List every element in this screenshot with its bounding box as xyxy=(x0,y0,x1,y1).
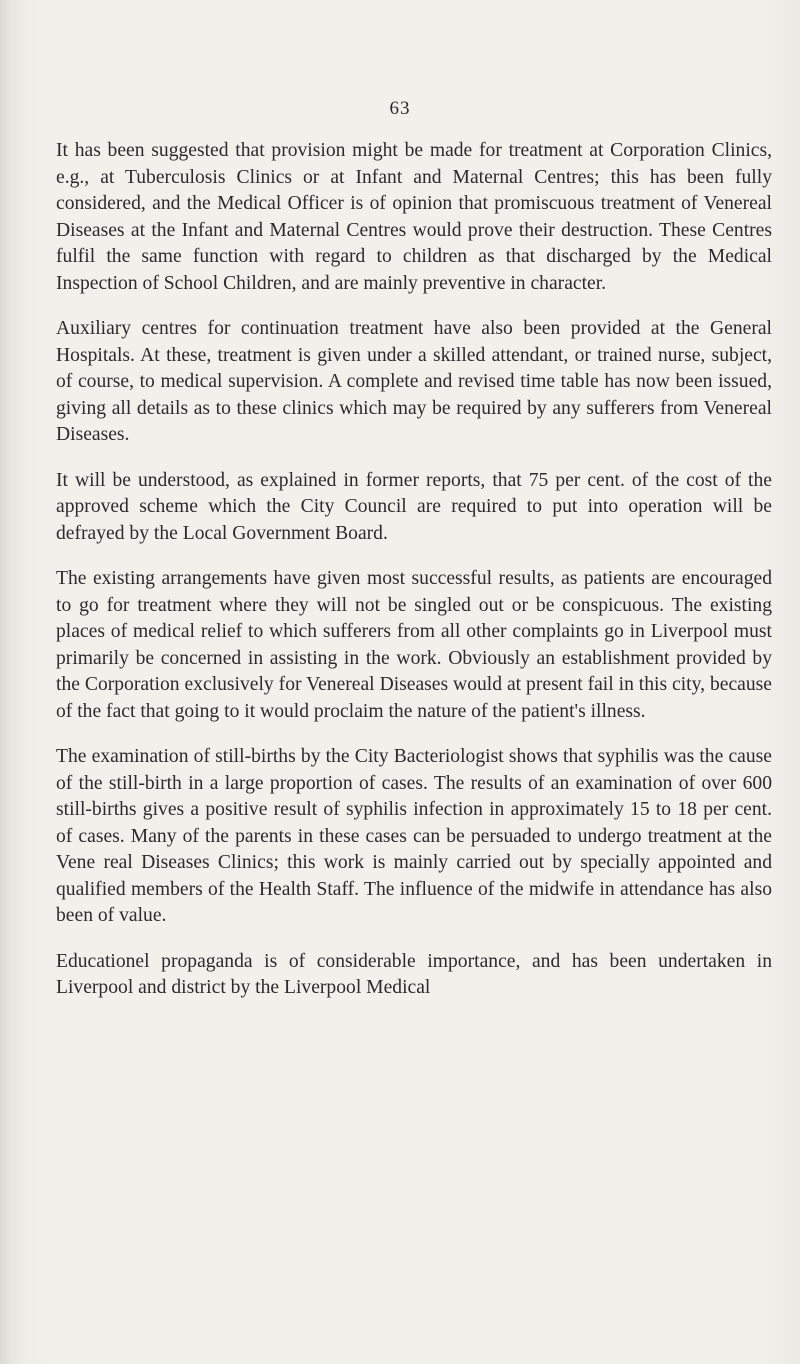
paragraph-corporation-clinics: It has been suggested that provision might be made for treatment at Corporation Clinics, e.g., at Tuberculosis Clinics or at Infant and Maternal Centres; this has been fully considered, and the Medical Officer is of opinion that promiscuous treatment of Venereal Diseases at the Infant and Maternal Centres would prove their destruction. These Centres fulfil the same function with regard to children as that discharged by the Medical Inspection of School Children, and are mainly preventive in character. xyxy=(56,140,772,294)
paragraph-educational-propaganda: Educationel propaganda is of considerable importance, and has been undertaken in Liverpool and district by the Liverpool Medical xyxy=(56,950,772,998)
paragraph-existing-arrangements: The existing arrangements have given most successful results, as patients are encouraged to go for treatment where they will not be singled out or be conspicuous. The existing places of medical relief to which sufferers from all other complaints go in Liverpool must primarily be concerned in assisting in the work. Obviously an establishment provided by the Corporation exclusively for Venereal Diseases would at present fail in this city, because of the fact that going to it would proclaim the nature of the patient's illness. xyxy=(56,568,772,722)
paragraph-still-births: The examination of still-births by the City Bacteriologist shows that syphilis was the cause of the still-birth in a large proportion of cases. The results of an examination of over 600 still-births gives a positive result of syphilis infection in approximately 15 to 18 per cent. of cases. Many of the parents in these cases can be persuaded to undergo treatment at the Vene real Diseases Clinics; this work is mainly carried out by specially appointed and qualified members of the Health Staff. The influence of the midwife in attendance has also been of value. xyxy=(56,746,772,926)
paragraph-cost-defrayed: It will be understood, as explained in former reports, that 75 per cent. of the cost of the approved scheme which the City Council are required to put into operation will be defrayed by the Local Government Board. xyxy=(56,469,772,544)
page-number: 63 xyxy=(389,98,411,119)
body-text xyxy=(56,138,772,1021)
paragraph-auxiliary-centres: Auxiliary centres for continuation treatment have also been provided at the General Hospitals. At these, treatment is given under a skilled attendant, or trained nurse, subject, of course, to medical supervision. A complete and revised time table has now been issued, giving all details as to these clinics which may be required by any sufferers from Venereal Diseases. xyxy=(56,318,772,445)
